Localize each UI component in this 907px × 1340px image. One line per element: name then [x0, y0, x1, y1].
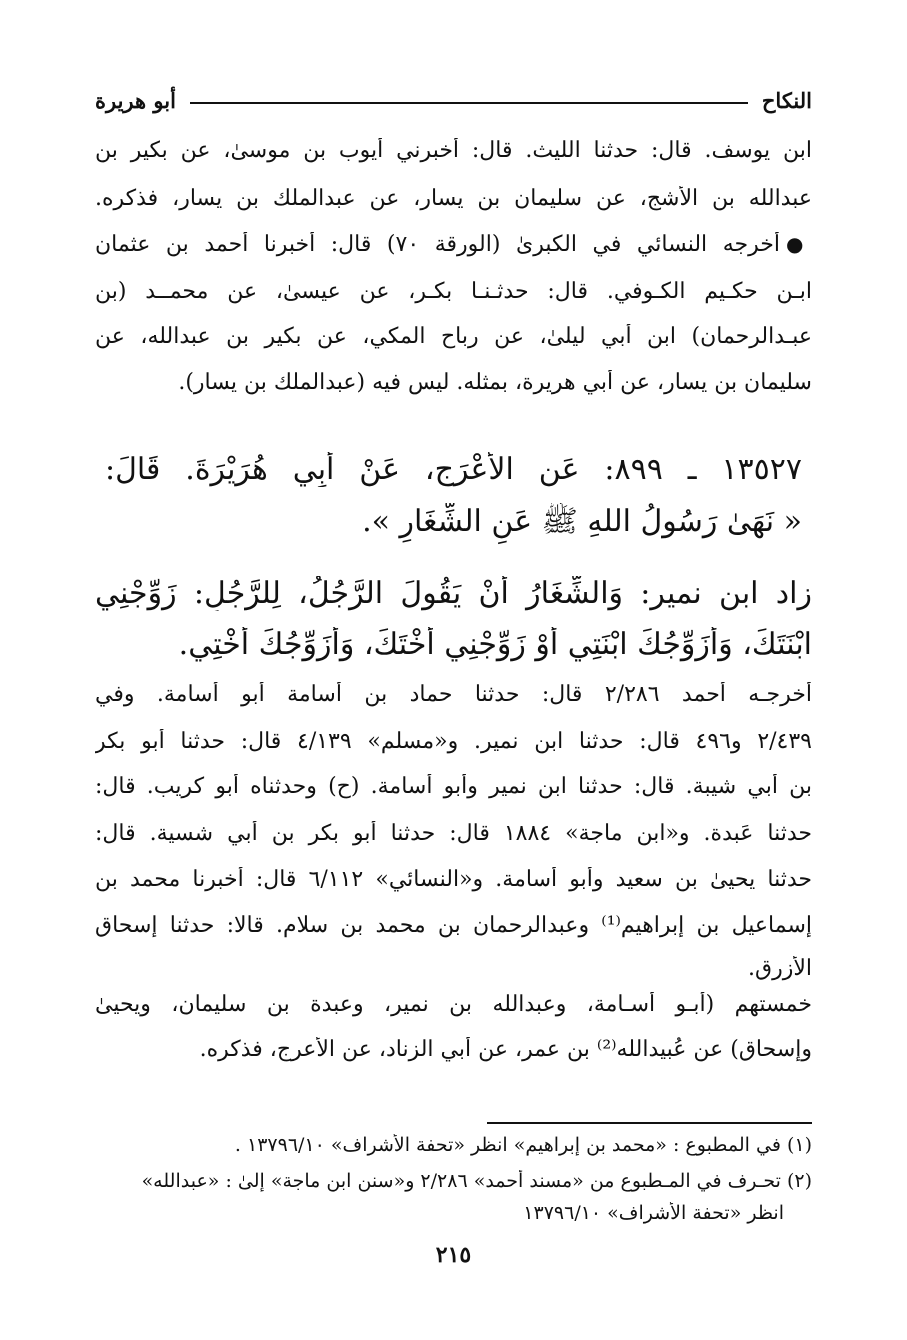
- header-chapter-title: النكاح: [761, 87, 812, 113]
- hadith-heading: ١٣٥٢٧ ـ ٨٩٩: عَنِ الأَعْرَجِ، عَنْ أَبِي هُرَيْرَةَ. قَالَ:: [105, 452, 802, 487]
- text-line: إسماعيل بن إبراهيم⁽¹⁾ وعبدالرحمان بن محمد بن سلام. قالا: حدثنا إسحاق: [95, 913, 812, 938]
- text-line-content: أخرجه النسائي في الكبرىٰ (الورقة ٧٠) قال: أخبرنا أحمد بن عثمان: [95, 232, 780, 257]
- hadith-text: « نَهَىٰ رَسُولُ اللهِ ﷺ عَنِ الشِّغَارِ ».: [362, 504, 802, 539]
- hadith-addition: ابْنَتَكَ، وَأُزَوِّجُكَ ابْنَتِي أَوْ زَوِّجْنِي أُخْتَكَ، وَأُزَوِّجُكَ أُخْتِي.: [178, 627, 812, 662]
- text-line: حدثنا يحيىٰ بن سعيد وأبو أسامة. و«النسائي» ٦/١١٢ قال: أخبرنا محمد بن: [95, 867, 812, 892]
- header-narrator-title: أبو هريرة: [95, 87, 176, 113]
- footnote: انظر «تحفة الأشراف» ١٣٧٩٦/١٠: [523, 1202, 784, 1224]
- book-page: [95, 82, 812, 1322]
- text-line: ابن يوسف. قال: حدثنا الليث. قال: أخبرني أيوب بن موسىٰ، عن بكير بن: [95, 138, 812, 163]
- text-line: حدثنا عَبدة. و«ابن ماجة» ١٨٨٤ قال: حدثنا أبو بكر بن أبي شسية. قال:: [95, 821, 812, 846]
- text-line: ٢/٤٣٩ و٤٩٦ قال: حدثنا ابن نمير. و«مسلم» ٤/١٣٩ قال: حدثنا أبو بكر: [95, 729, 812, 754]
- text-line: خمستهم (أبـو أسـامة، وعبدالله بن نمير، وعبدة بن سليمان، ويحيىٰ: [95, 992, 812, 1017]
- text-line: [95, 232, 812, 257]
- text-line: عبدالله بن الأشج، عن سليمان بن يسار، عن عبدالملك بن يسار، فذكره.: [95, 186, 812, 211]
- text-line: الأزرق.: [748, 956, 812, 981]
- footnote-rule: [487, 1122, 812, 1124]
- text-line: أخرجـه أحمد ٢/٢٨٦ قال: حدثنا حماد بن أسامة أبو أسامة. وفي: [95, 682, 812, 707]
- running-header: [95, 82, 812, 118]
- header-rule: [190, 102, 748, 104]
- page-number: ٢١٥: [435, 1242, 472, 1268]
- text-line: ابـن حكـيم الكـوفي. قال: حدثـنـا بكـر، عن عيسىٰ، عن محمــد (بن: [95, 279, 812, 304]
- text-line: بن أبي شيبة. قال: حدثنا ابن نمير وأبو أسامة. (ح) وحدثناه أبو كريب. قال:: [95, 774, 812, 799]
- text-line: سليمان بن يسار، عن أبي هريرة، بمثله. ليس فيه (عبدالملك بن يسار).: [178, 370, 812, 395]
- hadith-addition: زاد ابن نمير: وَالشِّغَارُ أَنْ يَقُولَ الرَّجُلُ، لِلرَّجُلِ: زَوِّجْنِي: [95, 576, 812, 611]
- footnote: (١) في المطبوع : «محمد بن إبراهيم» انظر «تحفة الأشراف» ١٣٧٩٦/١٠ .: [234, 1134, 812, 1156]
- text-line: وإسحاق) عن عُبيدالله⁽²⁾ بن عمر، عن أبي الزناد، عن الأعرج، فذكره.: [199, 1037, 812, 1062]
- footnote: (٢) تحـرف في المـطبوع من «مسند أحمد» ٢/٢٨٦ و«سنن ابن ماجة» إلىٰ : «عبدالله»: [141, 1170, 812, 1192]
- text-line: عبـدالرحمان) ابن أبي ليلىٰ، عن رباح المكي، عن بكير بن عبدالله، عن: [95, 324, 812, 349]
- bullet-icon: ●: [785, 232, 812, 256]
